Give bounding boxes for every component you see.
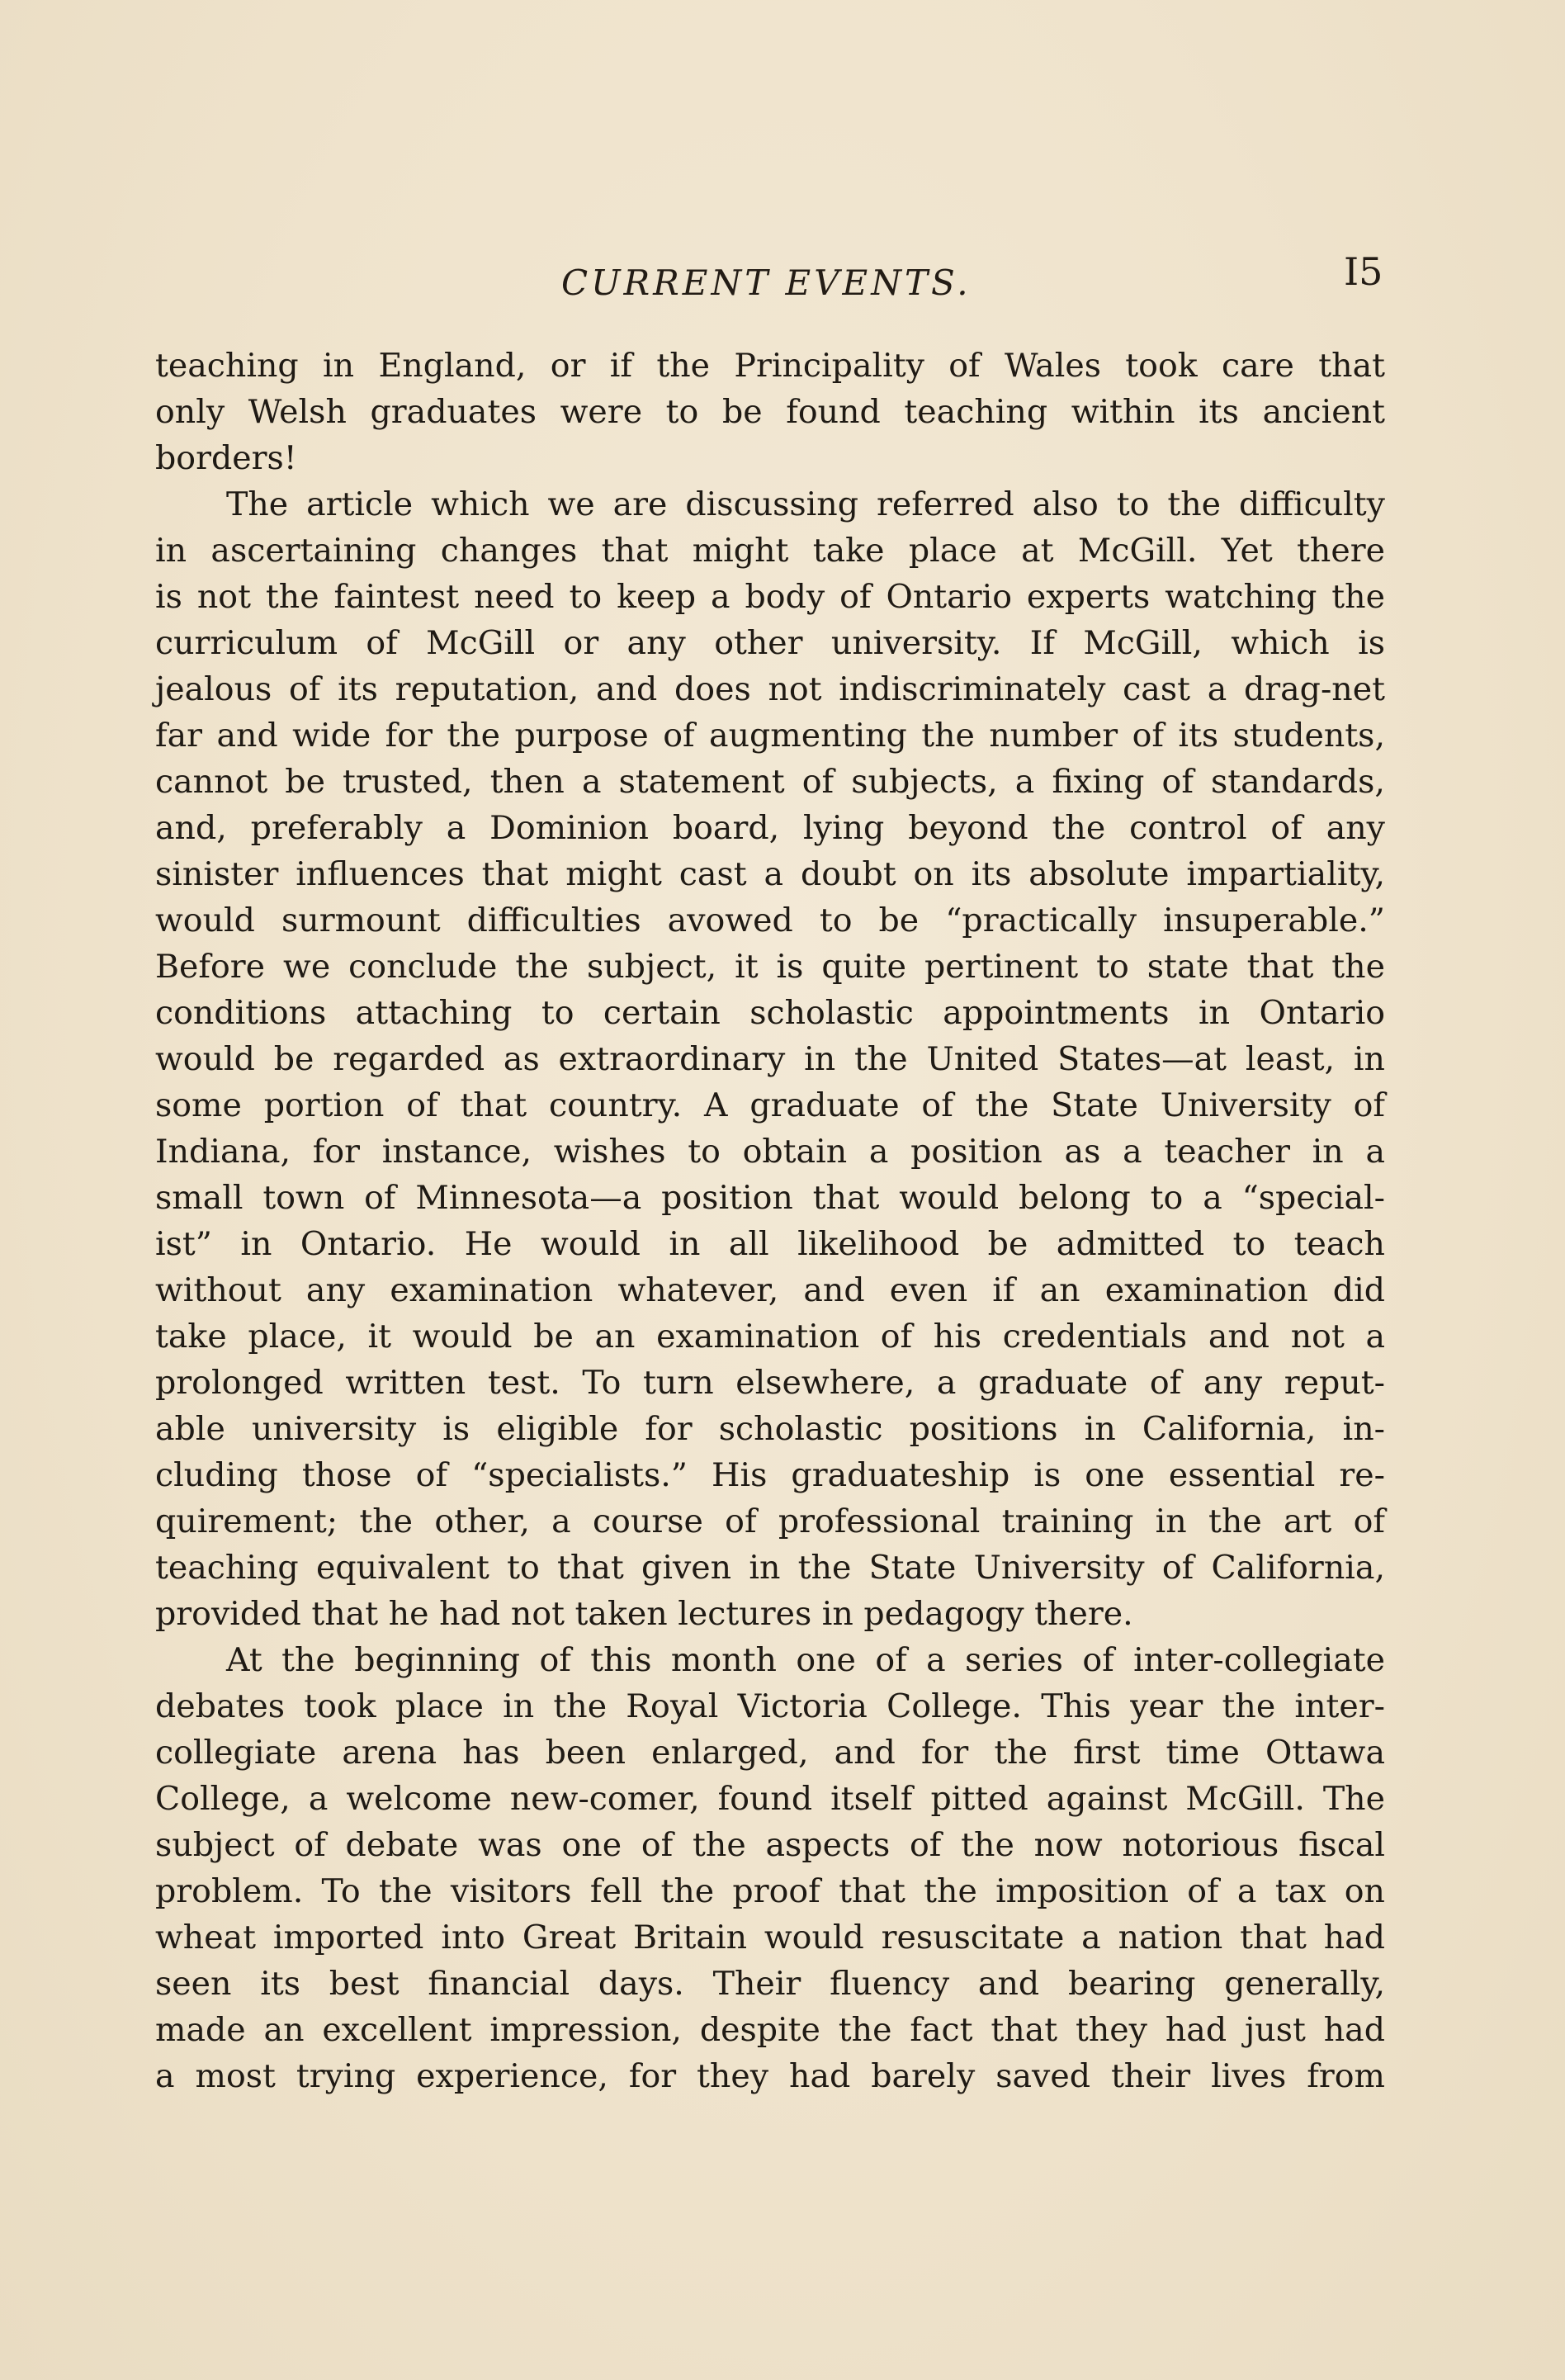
text-line: would surmount difficulties avowed to be “practically insuperable.”: [155, 901, 1385, 939]
text-line: small town of Minnesota—a position that would belong to a “special-: [155, 1179, 1385, 1217]
text-line: ist” in Ontario. He would in all likelihood be admitted to teach: [155, 1225, 1385, 1263]
body-text: [155, 343, 1385, 2099]
text-line: take place, it would be an examination of his credentials and not a: [155, 1318, 1385, 1356]
text-line: quirement; the other, a course of professional training in the art of: [155, 1502, 1385, 1540]
text-line: At the beginning of this month one of a series of inter-collegiate: [226, 1641, 1385, 1679]
text-line: curriculum of McGill or any other university. If McGill, which is: [155, 624, 1385, 662]
text-line: in ascertaining changes that might take place at McGill. Yet there: [155, 532, 1385, 570]
text-line: made an excellent impression, despite the fact that they had just had: [155, 2011, 1385, 2049]
text-line: teaching in England, or if the Principality of Wales took care that: [155, 347, 1385, 385]
text-line: provided that he had not taken lectures in pedagogy there.: [155, 1595, 1133, 1633]
text-line: conditions attaching to certain scholastic appointments in Ontario: [155, 994, 1385, 1032]
text-line: would be regarded as extraordinary in the United States—at least, in: [155, 1040, 1385, 1078]
text-line: debates took place in the Royal Victoria College. This year the inter-: [155, 1687, 1385, 1725]
running-title: CURRENT EVENTS.: [561, 263, 972, 303]
text-line: is not the faintest need to keep a body of Ontario experts watching the: [155, 578, 1385, 616]
text-line: and, preferably a Dominion board, lying beyond the control of any: [155, 809, 1385, 847]
running-head: [0, 0, 1565, 330]
text-line: wheat imported into Great Britain would resuscitate a nation that had: [155, 1919, 1385, 1957]
text-line: borders!: [155, 439, 297, 477]
text-line: cannot be trusted, then a statement of subjects, a fixing of standards,: [155, 763, 1385, 801]
text-line: subject of debate was one of the aspects of the now notorious fiscal: [155, 1826, 1385, 1864]
text-line: seen its best financial days. Their fluency and bearing generally,: [155, 1965, 1385, 2003]
text-line: without any examination whatever, and even if an examination did: [155, 1271, 1385, 1309]
text-line: problem. To the visitors fell the proof that the imposition of a tax on: [155, 1872, 1385, 1910]
text-line: cluding those of “specialists.” His graduateship is one essential re-: [155, 1456, 1385, 1494]
text-line: a most trying experience, for they had barely saved their lives from: [155, 2057, 1385, 2095]
text-line: Before we conclude the subject, it is quite pertinent to state that the: [155, 948, 1385, 986]
text-line: able university is eligible for scholastic positions in California, in-: [155, 1410, 1385, 1448]
text-line: Indiana, for instance, wishes to obtain a position as a teacher in a: [155, 1133, 1385, 1171]
text-line: far and wide for the purpose of augmenting the number of its students,: [155, 717, 1385, 755]
text-line: collegiate arena has been enlarged, and for the first time Ottawa: [155, 1734, 1385, 1772]
text-line: The article which we are discussing referred also to the difficulty: [226, 485, 1385, 523]
text-line: teaching equivalent to that given in the State University of California,: [155, 1549, 1385, 1587]
text-line: some portion of that country. A graduate of the State University of: [155, 1086, 1385, 1124]
text-line: only Welsh graduates were to be found teaching within its ancient: [155, 393, 1385, 431]
text-line: sinister influences that might cast a doubt on its absolute impartiality,: [155, 855, 1385, 893]
page-number: I5: [1344, 249, 1383, 294]
text-line: College, a welcome new-comer, found itself pitted against McGill. The: [155, 1780, 1385, 1818]
text-line: prolonged written test. To turn elsewhere, a graduate of any reput-: [155, 1364, 1385, 1402]
text-line: jealous of its reputation, and does not indiscriminately cast a drag-net: [155, 670, 1385, 708]
